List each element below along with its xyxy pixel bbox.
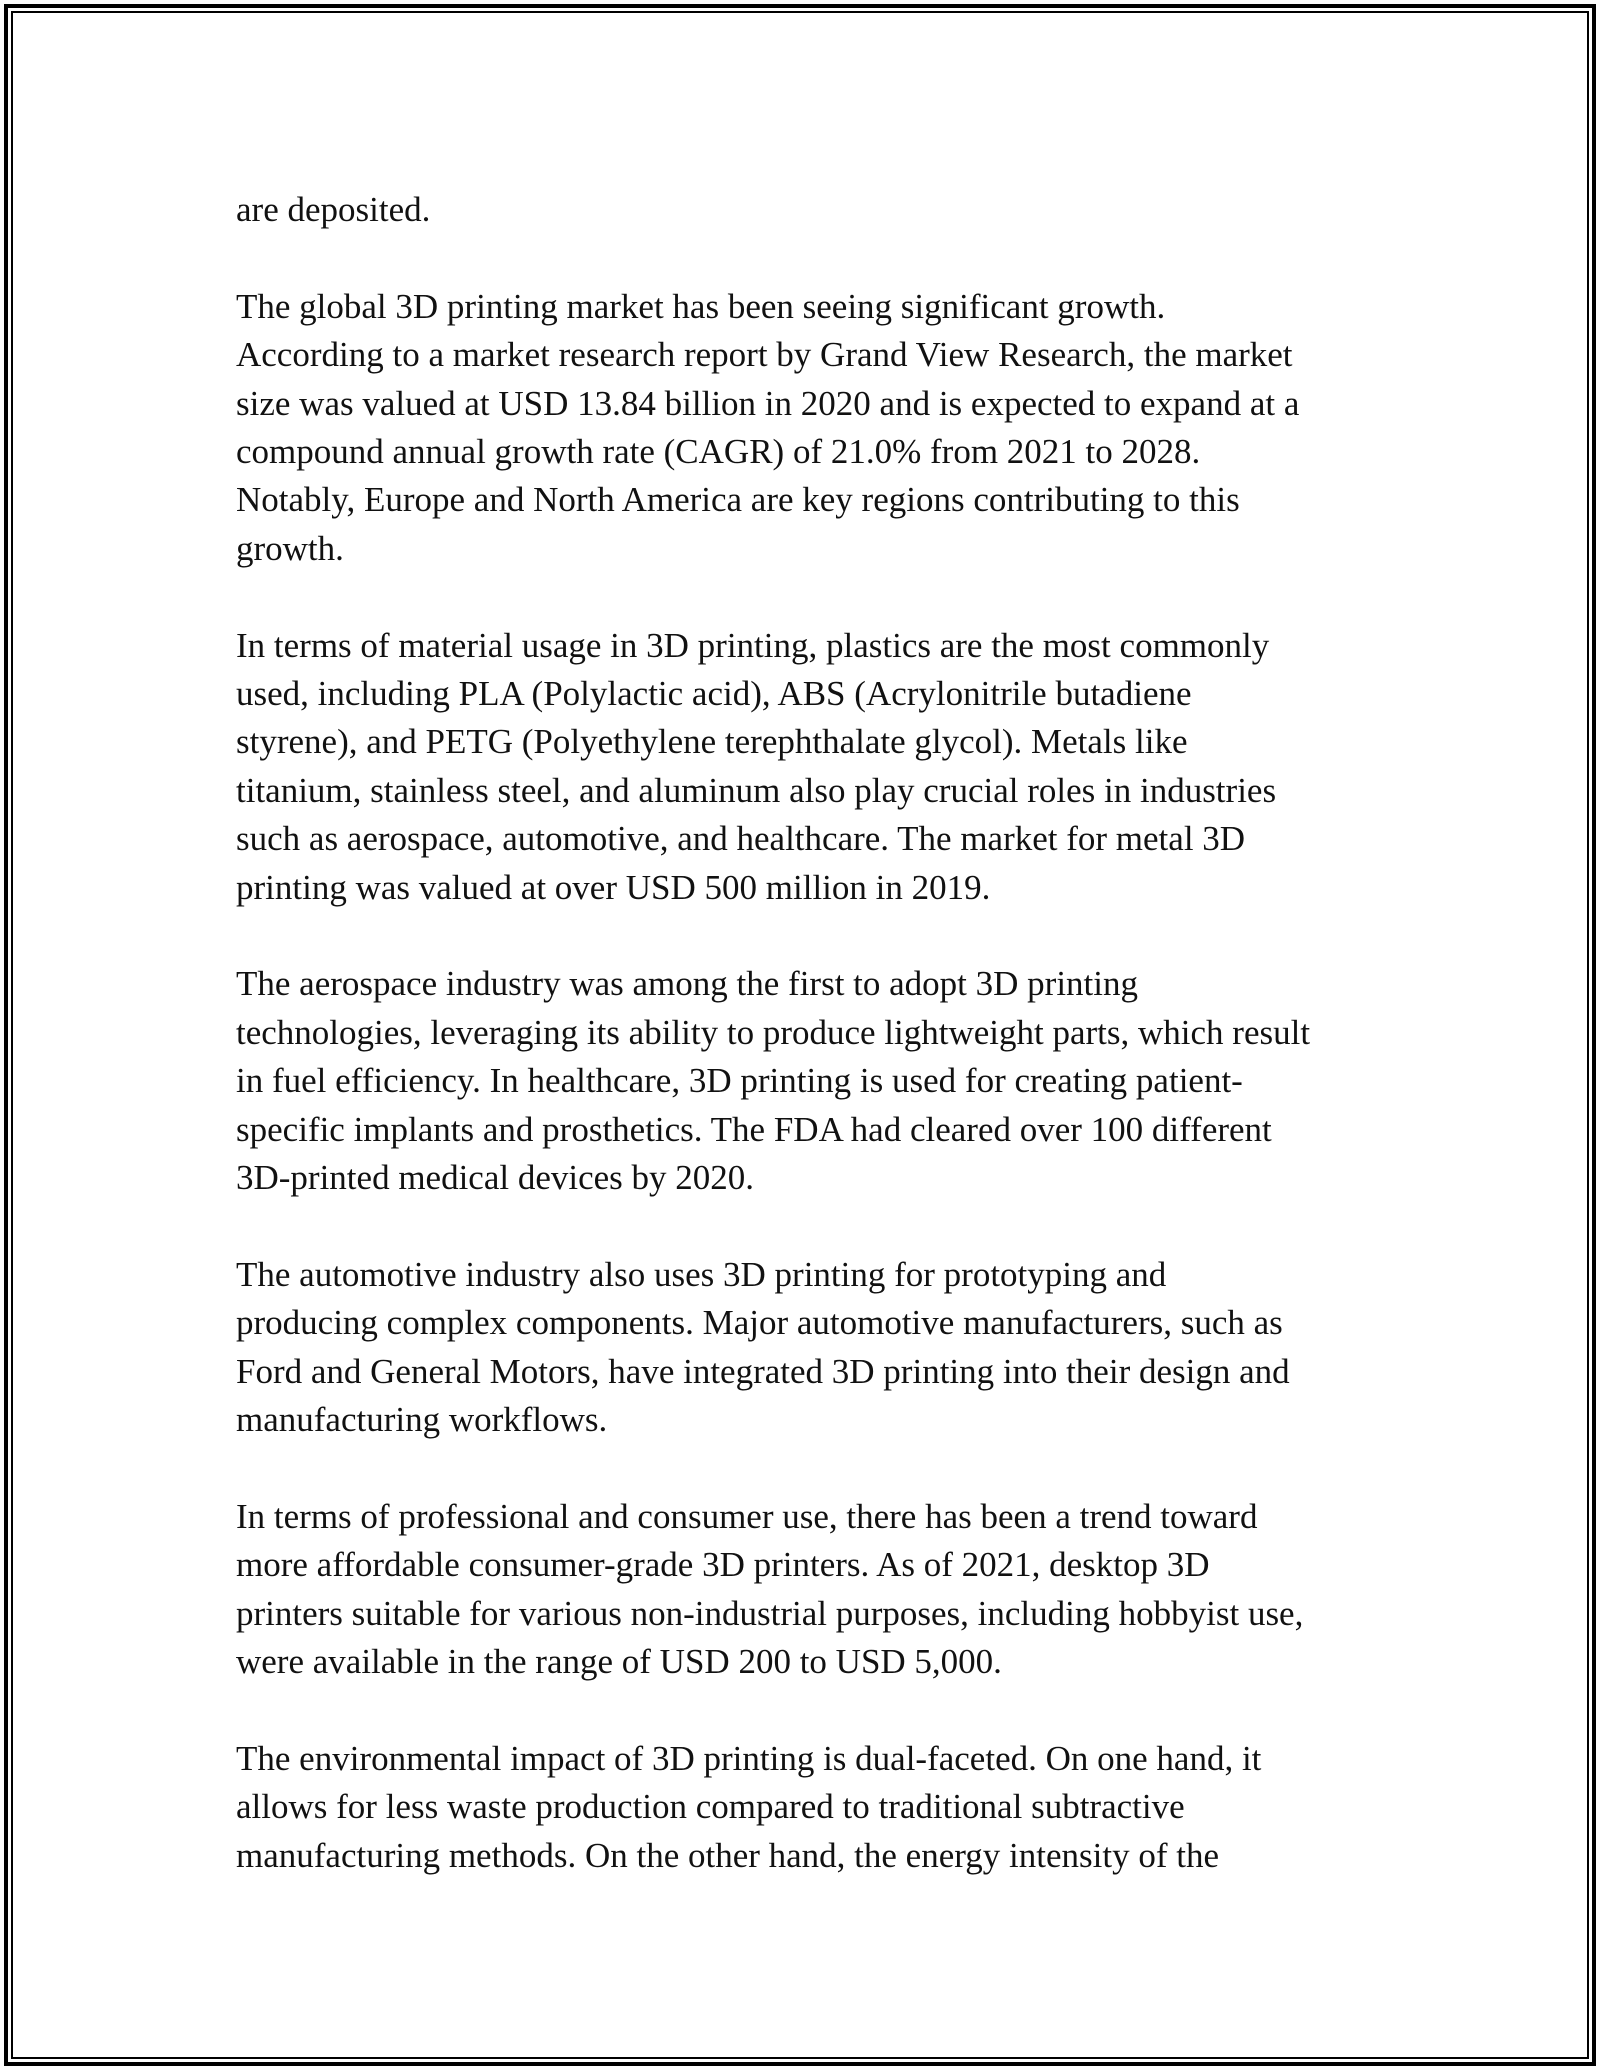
text-line: producing complex components. Major automotive manufacturers, such as	[236, 1303, 1283, 1343]
text-line: Ford and General Motors, have integrated 3D printing into their design and	[236, 1351, 1290, 1391]
text-line: manufacturing methods. On the other hand, the energy intensity of the	[236, 1835, 1219, 1875]
text-line: The aerospace industry was among the first to adopt 3D printing	[236, 964, 1139, 1004]
paragraph	[236, 622, 1376, 912]
text-line: are deposited.	[236, 190, 431, 229]
text-line: titanium, stainless steel, and aluminum also play crucial roles in industries	[236, 770, 1277, 810]
text-line: such as aerospace, automotive, and healthcare. The market for metal 3D	[236, 819, 1246, 859]
text-line: compound annual growth rate (CAGR) of 21.0% from 2021 to 2028.	[236, 432, 1201, 472]
text-line: printers suitable for various non-industrial purposes, including hobbyist use,	[236, 1593, 1304, 1633]
paragraph	[236, 1251, 1376, 1445]
paragraph	[236, 1735, 1376, 1880]
text-line: styrene), and PETG (Polyethylene terephthalate glycol). Metals like	[236, 722, 1188, 762]
text-line: printing was valued at over USD 500 million in 2019.	[236, 867, 991, 907]
text-line: The automotive industry also uses 3D printing for prototyping and	[236, 1254, 1167, 1294]
text-line: technologies, leveraging its ability to produce lightweight parts, which result	[236, 1012, 1311, 1052]
document-body	[236, 186, 1376, 1929]
text-line: used, including PLA (Polylactic acid), ABS (Acrylonitrile butadiene	[236, 674, 1192, 714]
paragraph	[236, 960, 1376, 1202]
text-line: The global 3D printing market has been seeing significant growth.	[236, 286, 1166, 326]
paragraph	[236, 283, 1376, 573]
text-line: manufacturing workflows.	[236, 1400, 608, 1440]
text-line: specific implants and prosthetics. The FDA had cleared over 100 different	[236, 1109, 1272, 1149]
text-line: more affordable consumer-grade 3D printers. As of 2021, desktop 3D	[236, 1545, 1210, 1585]
text-line: In terms of material usage in 3D printing, plastics are the most commonly	[236, 625, 1270, 665]
paragraph	[236, 186, 1376, 234]
text-line: were available in the range of USD 200 to USD 5,000.	[236, 1642, 1002, 1682]
text-line: size was valued at USD 13.84 billion in 2020 and is expected to expand at a	[236, 383, 1300, 423]
text-line: in fuel efficiency. In healthcare, 3D printing is used for creating patient-	[236, 1061, 1243, 1101]
text-line: Notably, Europe and North America are key regions contributing to this	[236, 480, 1240, 520]
text-line: According to a market research report by Grand View Research, the market	[236, 335, 1293, 375]
text-line: In terms of professional and consumer use, there has been a trend toward	[236, 1496, 1258, 1536]
paragraph	[236, 1493, 1376, 1687]
text-line: allows for less waste production compared to traditional subtractive	[236, 1787, 1185, 1827]
text-line: growth.	[236, 528, 344, 568]
text-line: 3D-printed medical devices by 2020.	[236, 1158, 755, 1198]
text-line: The environmental impact of 3D printing is dual-faceted. On one hand, it	[236, 1738, 1262, 1778]
